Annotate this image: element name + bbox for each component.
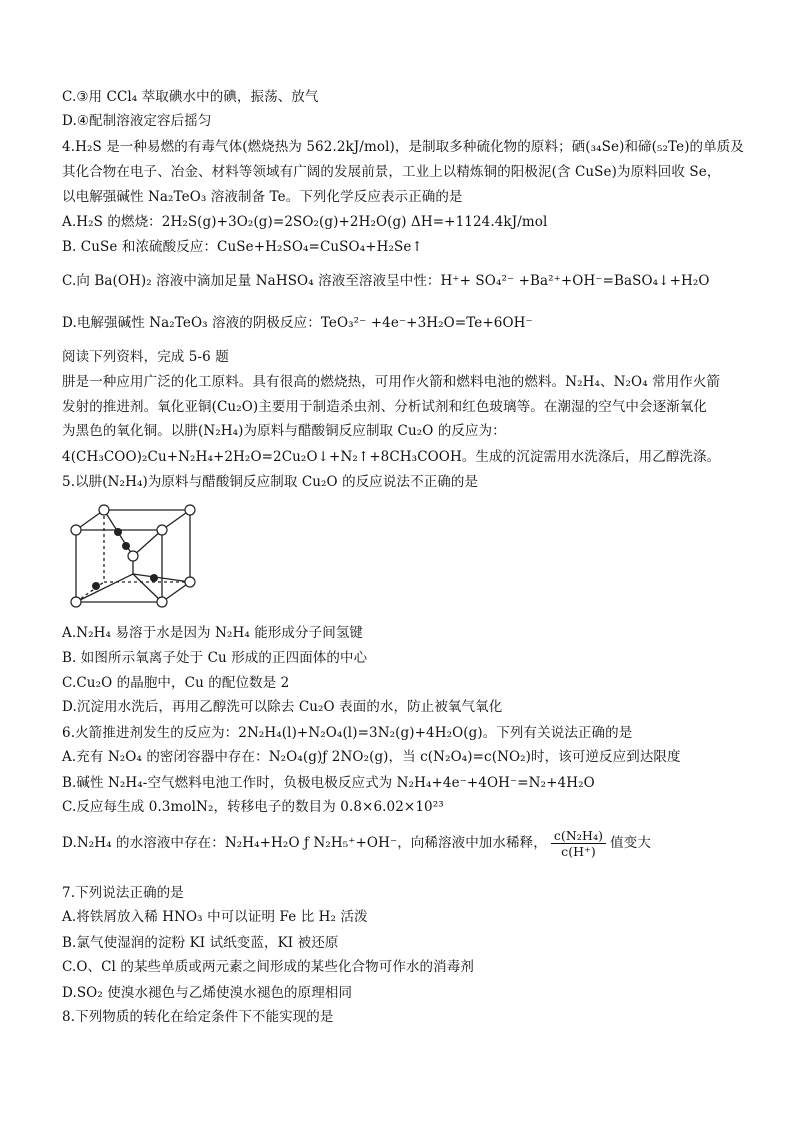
line-2: D.④配制溶液定容后摇匀	[62, 113, 212, 129]
line-25: 7.下列说法正确的是	[62, 885, 184, 901]
line-14: 4(CH₃COO)₂Cu+N₂H₄+2H₂O=2Cu₂O↓+N₂↑+8CH₃COOH。生成的沉淀需用水洗涤后，用乙醇洗涤。	[62, 449, 721, 465]
line-4: 其化合物在电子、冶金、材料等领域有广阔的发展前景，工业上以精炼铜的阳极泥(含 CuSe)为原料回收 Se，	[62, 164, 721, 180]
line-5: 以电解强碱性 Na₂TeO₃ 溶液制备 Te。下列化学反应表示正确的是	[62, 189, 463, 205]
line-9: D.电解强碱性 Na₂TeO₃ 溶液的阴极反应：TeO₃²⁻ +4e⁻+3H₂O=Te+6OH⁻	[62, 315, 533, 331]
line-17: B. 如图所示氧离子处于 Cu 形成的正四面体的中心	[62, 650, 368, 666]
line-28: C.O、Cl 的某些单质或两元素之间形成的某些化合物可作水的消毒剂	[62, 959, 474, 975]
line-11: 肼是一种应用广泛的化工原料。具有很高的燃烧热，可用作火箭和燃料电池的燃料。N₂H₄、N₂O₄ 常用作火箭	[62, 374, 721, 390]
line-29: D.SO₂ 使溴水褪色与乙烯使溴水褪色的原理相同	[62, 985, 353, 1001]
line-16: A.N₂H₄ 易溶于水是因为 N₂H₄ 能形成分子间氢键	[62, 625, 364, 641]
line-1: C.③用 CCl₄ 萃取碘水中的碘，振荡、放气	[62, 89, 319, 105]
line-18: C.Cu₂O 的晶胞中，Cu 的配位数是 2	[62, 675, 290, 691]
line-7: B. CuSe 和浓硫酸反应：CuSe+H₂SO₄=CuSO₄+H₂Se↑	[62, 239, 423, 255]
line-6: A.H₂S 的燃烧：2H₂S(g)+3O₂(g)=2SO₂(g)+2H₂O(g) ΔH=+1124.4kJ/mol	[62, 214, 548, 230]
line-27: B.氯气使湿润的淀粉 KI 试纸变蓝，KI 被还原	[62, 935, 339, 951]
line-3: 4.H₂S 是一种易燃的有毒气体(燃烧热为 562.2kJ/mol)，是制取多种硫化物的原料；硒(₃₄Se)和碲(₅₂Te)的单质及	[62, 139, 744, 155]
line-30: 8.下列物质的转化在给定条件下不能实现的是	[62, 1009, 334, 1025]
line-8: C.向 Ba(OH)₂ 溶液中滴加足量 NaHSO₄ 溶液至溶液呈中性：H⁺+ SO₄²⁻ +Ba²⁺+OH⁻=BaSO₄↓+H₂O	[62, 273, 710, 289]
fraction-numerator: c(N₂H₄)	[551, 828, 606, 844]
line-12: 发射的推进剂。氧化亚铜(Cu₂O)主要用于制造杀虫剂、分析试剂和红色玻璃等。在潮湿的空气中会逐渐氧化	[62, 399, 708, 415]
line-20: 6.火箭推进剂发生的反应为：2N₂H₄(l)+N₂O₄(l)=3N₂(g)+4H₂O(g)。下列有关说法正确的是	[62, 725, 633, 741]
line-26: A.将铁屑放入稀 HNO₃ 中可以证明 Fe 比 H₂ 活泼	[62, 909, 368, 925]
line-24-with-fraction	[62, 828, 651, 859]
line-24-text: D.N₂H₄ 的水溶液中存在：N₂H₄+H₂O ƒ N₂H₅⁺+OH⁻，向稀溶液中加水稀释，	[62, 835, 547, 851]
line-10: 阅读下列资料，完成 5-6 题	[62, 349, 229, 365]
concentration-fraction	[551, 828, 606, 859]
line-22: B.碱性 N₂H₄-空气燃料电池工作时，负极电极反应式为 N₂H₄+4e⁻+4OH⁻=N₂+4H₂O	[62, 775, 595, 791]
line-13: 为黑色的氧化铜。以肼(N₂H₄)为原料与醋酸铜反应制取 Cu₂O 的反应为：	[62, 423, 506, 439]
fraction-denominator: c(H⁺)	[561, 844, 596, 859]
crystal-cell-figure	[62, 498, 202, 616]
fraction-suffix: 值变大	[610, 835, 651, 851]
line-21: A.充有 N₂O₄ 的密闭容器中存在：N₂O₄(g)ƒ 2NO₂(g)，当 c(N₂O₄)=c(NO₂)时，该可逆反应到达限度	[62, 749, 681, 765]
line-23: C.反应每生成 0.3molN₂，转移电子的数目为 0.8×6.02×10²³	[62, 799, 444, 815]
line-19: D.沉淀用水洗后，再用乙醇洗可以除去 Cu₂O 表面的水，防止被氧气氧化	[62, 699, 503, 715]
line-15: 5.以肼(N₂H₄)为原料与醋酸铜反应制取 Cu₂O 的反应说法不正确的是	[62, 474, 479, 490]
